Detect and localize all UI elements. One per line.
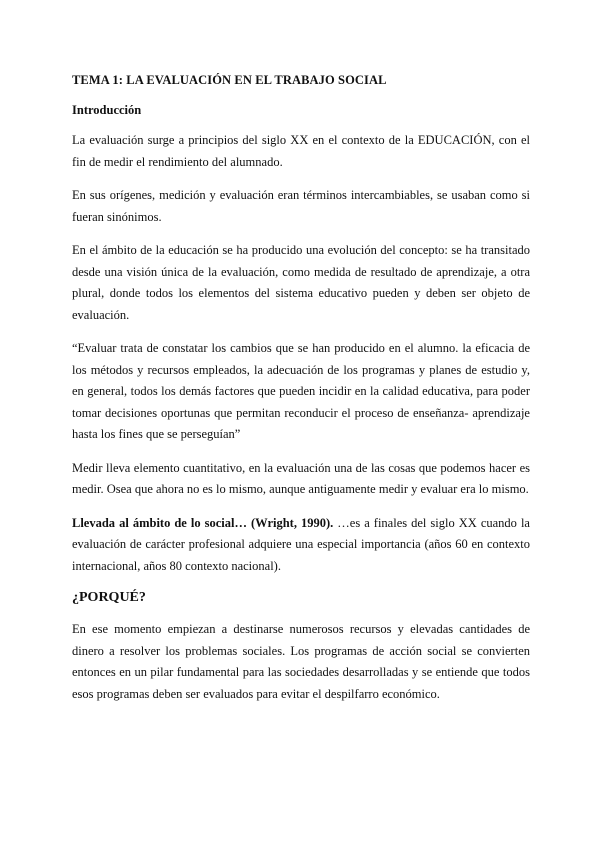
paragraph-6-bold: Llevada al ámbito de lo social… (Wright, 1990). (72, 515, 334, 530)
paragraph-5: Medir lleva elemento cuantitativo, en la evaluación una de las cosas que podemos hacer es medir. Osea que ahora no es lo mismo, aunque antiguamente medir y evaluar era lo mismo. (72, 460, 530, 496)
paragraph-2: En sus orígenes, medición y evaluación eran términos intercambiables, se usaban como si fueran sinónimos. (72, 188, 530, 224)
section-heading-porque: ¿PORQUÉ? (72, 590, 146, 605)
paragraph-6 (72, 513, 530, 578)
paragraph-3: En el ámbito de la educación se ha producido una evolución del concepto: se ha transitado desde una visión única de la evaluación, como medida de resultado de aprendizaje, a otra plural, donde todos los elementos del sistema educativo pueden y deben ser objeto de evaluación. (72, 243, 530, 322)
paragraph-1: La evaluación surge a principios del siglo XX en el contexto de la EDUCACIÓN, con el fin de medir el rendimiento del alumnado. (72, 133, 530, 169)
section-heading-introduccion: Introducción (72, 103, 142, 117)
paragraph-7: En ese momento empiezan a destinarse numerosos recursos y elevadas cantidades de dinero a resolver los problemas sociales. Los programas de acción social se convierten entonces en un pilar fundamental para las sociedades desarrolladas y se entiende que todos esos programas deben ser evaluados para evitar el despilfarro económico. (72, 622, 530, 701)
paragraph-quote: “Evaluar trata de constatar los cambios que se han producido en el alumno. la eficacia de los métodos y recursos empleados, la adecuación de los programas y planes de estudio y, en general, todos los demás factores que pueden incidir en la calidad educativa, para poder tomar decisiones oportunas que permitan reconducir el proceso de enseñanza- aprendizaje hasta los fines que se perseguían” (72, 341, 530, 441)
document-title: TEMA 1: LA EVALUACIÓN EN EL TRABAJO SOCIAL (72, 73, 387, 87)
paragraph-6-rest: …es a finales del siglo XX cuando la evaluación de carácter profesional adquiere una especial importancia (años 60 en contexto internacional, años 80 contexto nacional). (72, 515, 530, 573)
